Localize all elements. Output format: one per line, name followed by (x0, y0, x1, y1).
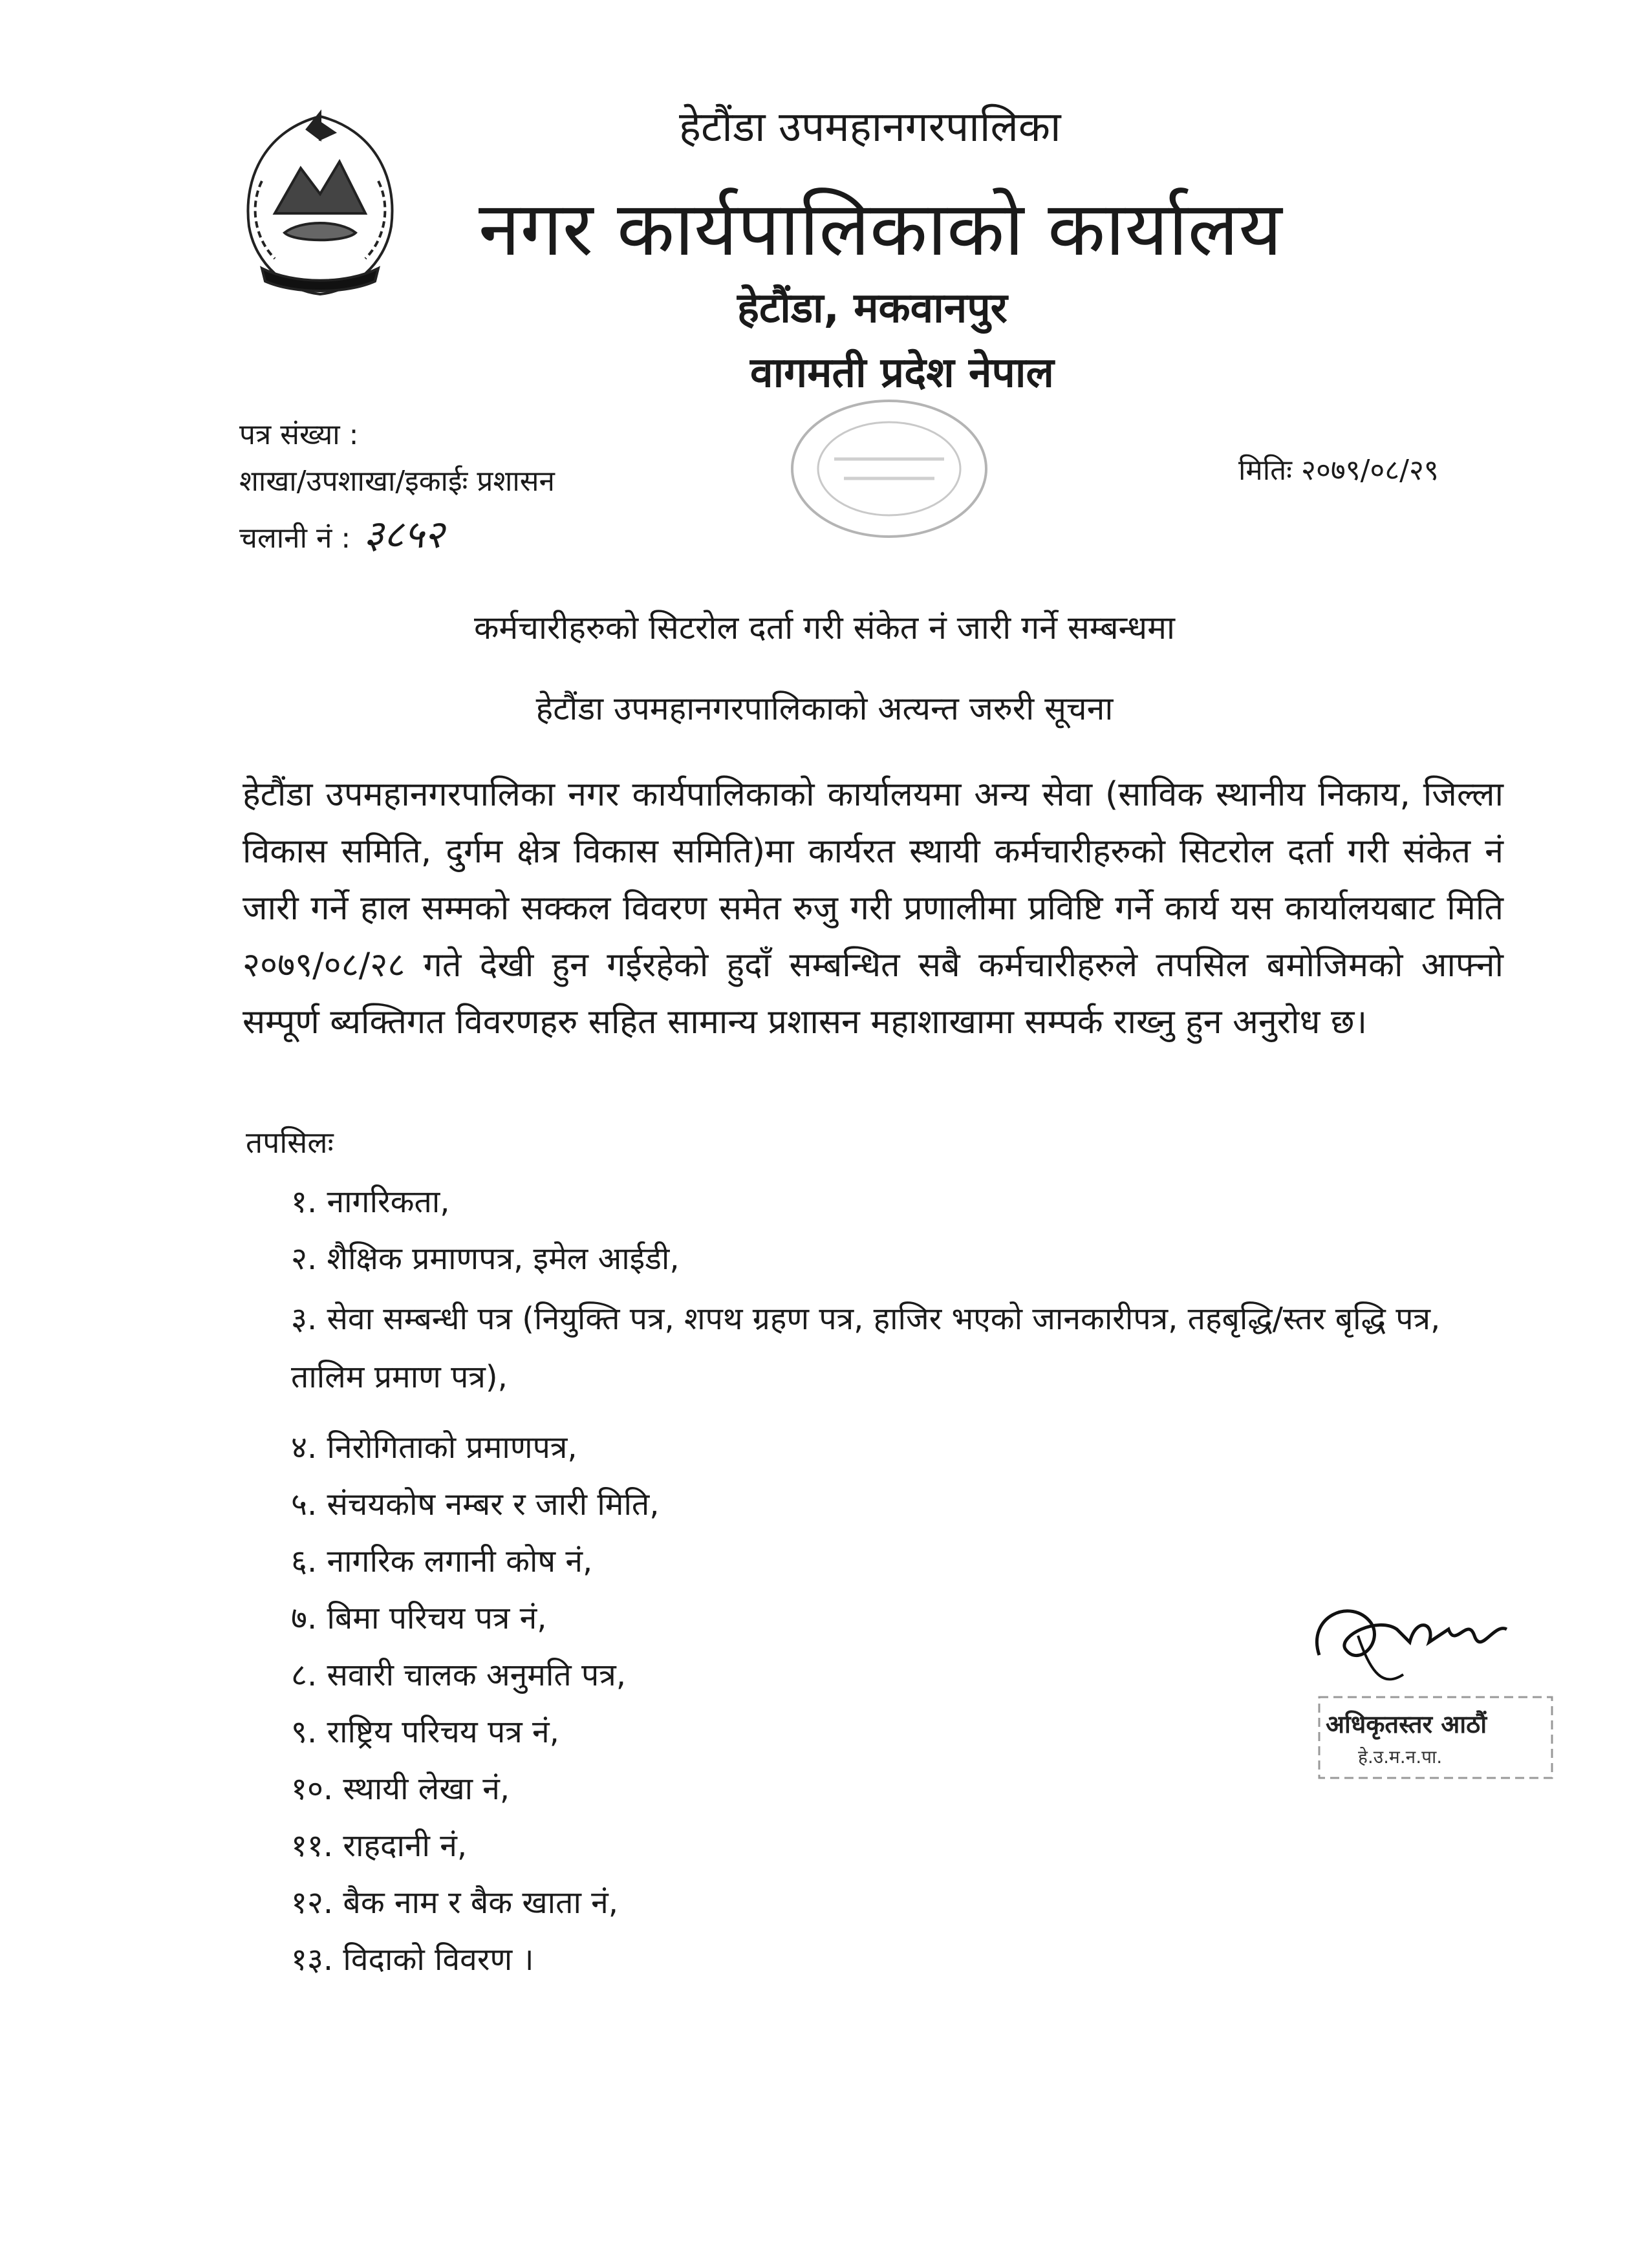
letter-date: मितिः २०७९/०८/२९ (1238, 454, 1439, 487)
nepal-emblem-icon (223, 103, 417, 304)
municipality-name: हेटौंडा उपमहानगरपालिका (679, 103, 1061, 151)
list-item: १०. स्थायी लेखा नं, (291, 1771, 510, 1807)
subject-line: कर्मचारीहरुको सिटरोल दर्ता गरी संकेत नं जारी गर्ने सम्बन्धमा (474, 609, 1175, 647)
list-item: ७. बिमा परिचय पत्र नं, (291, 1600, 547, 1636)
list-item: ८. सवारी चालक अनुमति पत्र, (291, 1657, 627, 1693)
tapasil-label: तपसिलः (246, 1125, 334, 1160)
chalani-row (239, 506, 444, 559)
designation-stamp-abbr: हे.उ.म.न.पा. (1358, 1746, 1443, 1768)
list-item: ११. राहदानी नं, (291, 1828, 468, 1864)
designation-stamp: अधिकृतस्तर आठौं (1326, 1710, 1487, 1738)
patra-sankhya-label: पत्र संख्या : (239, 418, 359, 451)
office-seal-stamp (782, 388, 996, 550)
list-item: ४. निरोगिताको प्रमाणपत्र, (291, 1429, 577, 1466)
list-item: १२. बैक नाम र बैक खाता नं, (291, 1885, 619, 1921)
list-item: २. शैक्षिक प्रमाणपत्र, इमेल आईडी, (291, 1241, 680, 1277)
list-item: १३. विदाको विवरण । (291, 1942, 534, 1978)
list-item: ९. राष्ट्रिय परिचय पत्र नं, (291, 1714, 559, 1750)
list-item: ३. सेवा सम्बन्धी पत्र (नियुक्ति पत्र, शपथ ग्रहण पत्र, हाजिर भएको जानकारीपत्र, तहबृद्धि/स्तर बृद्धि पत्र, तालिम प्रमाण पत्र), (291, 1301, 1441, 1395)
address-line-1: हेटौंडा, मकवानपुर (737, 284, 1008, 332)
chalani-label: चलानी नं : (239, 522, 351, 555)
list-item: १. नागरिकता, (291, 1184, 450, 1220)
list-item: ५. संचयकोष नम्बर र जारी मिति, (291, 1486, 660, 1523)
list-item: ६. नागरिक लगानी कोष नं, (291, 1543, 593, 1579)
notice-heading: हेटौंडा उपमहानगरपालिकाको अत्यन्त जरुरी सूचना (535, 690, 1114, 727)
shakha-label: शाखा/उपशाखा/इकाईः प्रशासन (239, 465, 555, 498)
address-line-2: वागमती प्रदेश नेपाल (750, 349, 1054, 397)
body-paragraph: हेटौंडा उपमहानगरपालिका नगर कार्यपालिकाको कार्यालयमा अन्य सेवा (साविक स्थानीय निकाय, जिल्ला विकास समिति, दुर्गम क्षेत्र विकास समिति)मा कार्यरत स्थायी कर्मचारीहरुको सिटरोल दर्ता गरी संकेत नं जारी गर्ने हाल सम्मको सक्कल विवरण समेत रुजु गरी प्रणालीमा प्रविष्टि गर्ने कार्य यस कार्यालयबाट मिति २०७९/०८/२८ गते देखी हुन गईरहेको हुदाँ सम्बन्धित सबै कर्मचारीहरुले तपसिल बमोजिमको आफ्नो सम्पूर्ण ब्यक्तिगत विवरणहरु सहित सामान्य प्रशासन महाशाखामा सम्पर्क राख्नु हुन अनुरोध छ। (242, 775, 1503, 1042)
chalani-number: ३८५२ (363, 512, 445, 557)
signature-block (1300, 1578, 1571, 1791)
office-title: नगर कार्यपालिकाको कार्यालय (479, 186, 1282, 273)
